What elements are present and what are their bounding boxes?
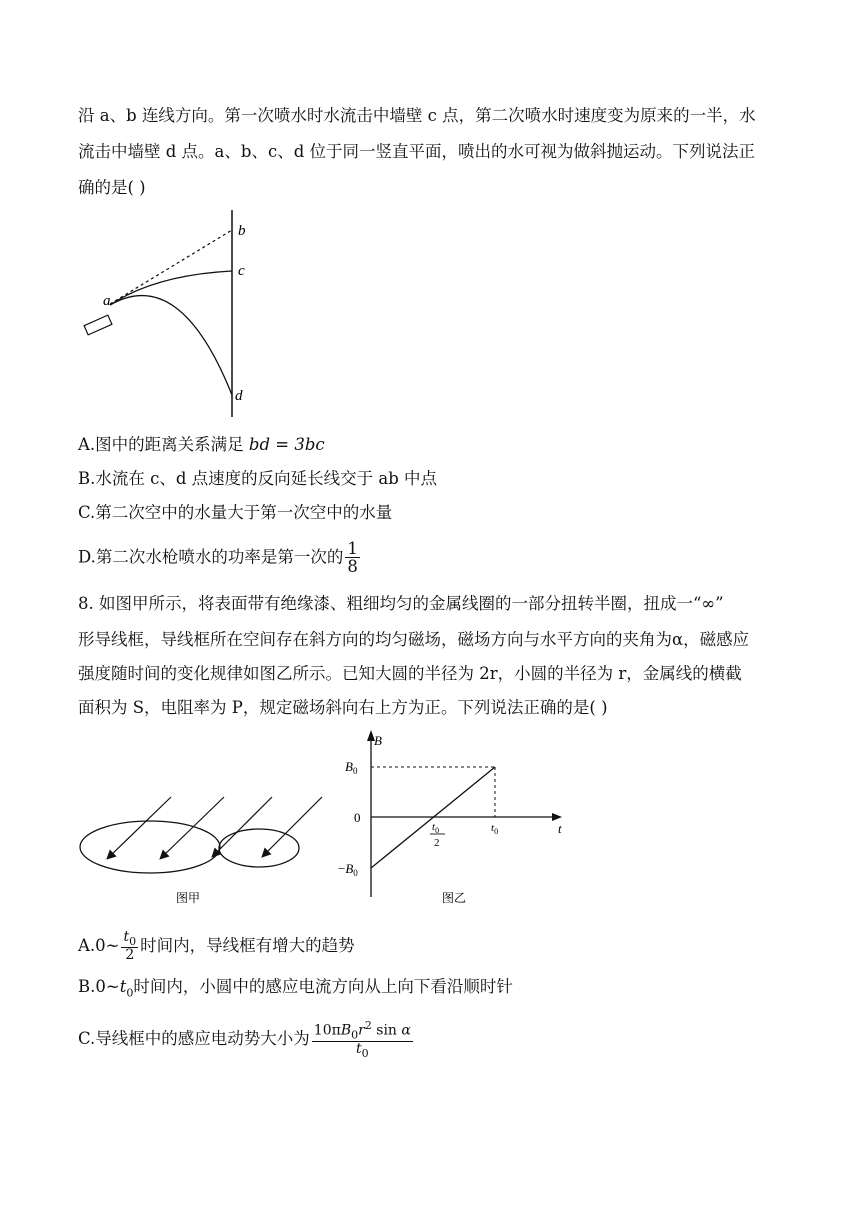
q8-option-b-suffix: 时间内，小圆中的感应电流方向从上向下看沿顺时针 [133,977,513,996]
point-b-label: b [238,223,246,239]
fig-jia-caption: 图甲 [176,891,201,905]
q8-option-c-fraction: $\frac{10\pi B_0r^2 \sin \alpha}{t_0}$ [313,1019,411,1060]
q7-option-d [78,540,362,576]
half-t0-tick-num: $t_0$ [432,821,440,835]
q8-option-b: $B.0\sim t_0$时间内，小圆中的感应电流方向从上向下看沿顺时针 [78,977,513,1000]
q7-option-d-fraction: $\frac{1}{8}$ [347,539,358,577]
q7-stem-line2: 流击中墙壁 d 点。a、b、c、d 位于同一竖直平面，喷出的水可视为做斜抛运动。下列说法正 [78,142,755,161]
q8-option-b-prefix: B.0~ [78,977,120,996]
q8-option-a-suffix: 时间内，导线框有增大的趋势 [140,936,355,956]
q8-option-a [78,930,355,963]
q8-option-c-prefix: C.导线框中的感应电动势大小为 [78,1029,310,1049]
q8-option-a-fraction: $\frac{t_0}{2}$ [123,929,137,964]
origin-label: 0 [354,810,361,825]
q7-option-b: B.水流在 c、d 点速度的反向延长线交于 ab 中点 [78,469,438,488]
x-axis-label: t [558,821,562,836]
t0-tick-label: $t_0$ [491,822,499,836]
q8-option-c [78,1020,415,1059]
q8-stem-line1: 8. 如图甲所示，将表面带有绝缘漆、粗细均匀的金属线圈的一部分扭转半圈，扭成一“∞” [78,594,724,613]
q7-stem-line1: 沿 a、b 连线方向。第一次喷水时水流击中墙壁 c 点，第二次喷水时速度变为原来的一半，水 [78,106,756,125]
q8-stem-line3: 强度随时间的变化规律如图乙所示。已知大圆的半径为 2r，小圆的半径为 r，金属线的横截 [78,664,742,683]
neg-b0-tick-label: $-B_0$ [338,861,358,878]
q7-option-a-text: A.图中的距离关系满足 [78,435,249,454]
q7-trajectory-figure [80,205,260,420]
q8-option-a-prefix: A.0~ [78,936,120,956]
q7-option-c: C.第二次空中的水量大于第一次空中的水量 [78,503,393,522]
point-d-label: d [235,388,243,404]
q7-stem-line3: 确的是( ) [78,178,146,197]
q7-option-a [78,433,325,457]
point-a-label: a [103,293,111,309]
fig-yi-bt-graph [330,727,575,912]
point-c-label: c [238,263,245,279]
fig-jia-coil-diagram [76,792,331,912]
q7-option-a-math: bd = 3bc [248,435,325,454]
q7-option-d-text: D.第二次水枪喷水的功率是第一次的 [78,547,344,567]
half-t0-tick-den: 2 [434,837,440,849]
y-axis-label: B [374,733,382,748]
q8-stem-line4: 面积为 S，电阻率为 P，规定磁场斜向右上方为正。下列说法正确的是( ) [78,698,608,717]
q8-stem-line2: 形导线框，导线框所在空间存在斜方向的均匀磁场，磁场方向与水平方向的夹角为α，磁感应 [78,630,750,649]
b0-tick-label: $B_0$ [345,759,358,776]
fig-yi-caption: 图乙 [442,891,467,905]
